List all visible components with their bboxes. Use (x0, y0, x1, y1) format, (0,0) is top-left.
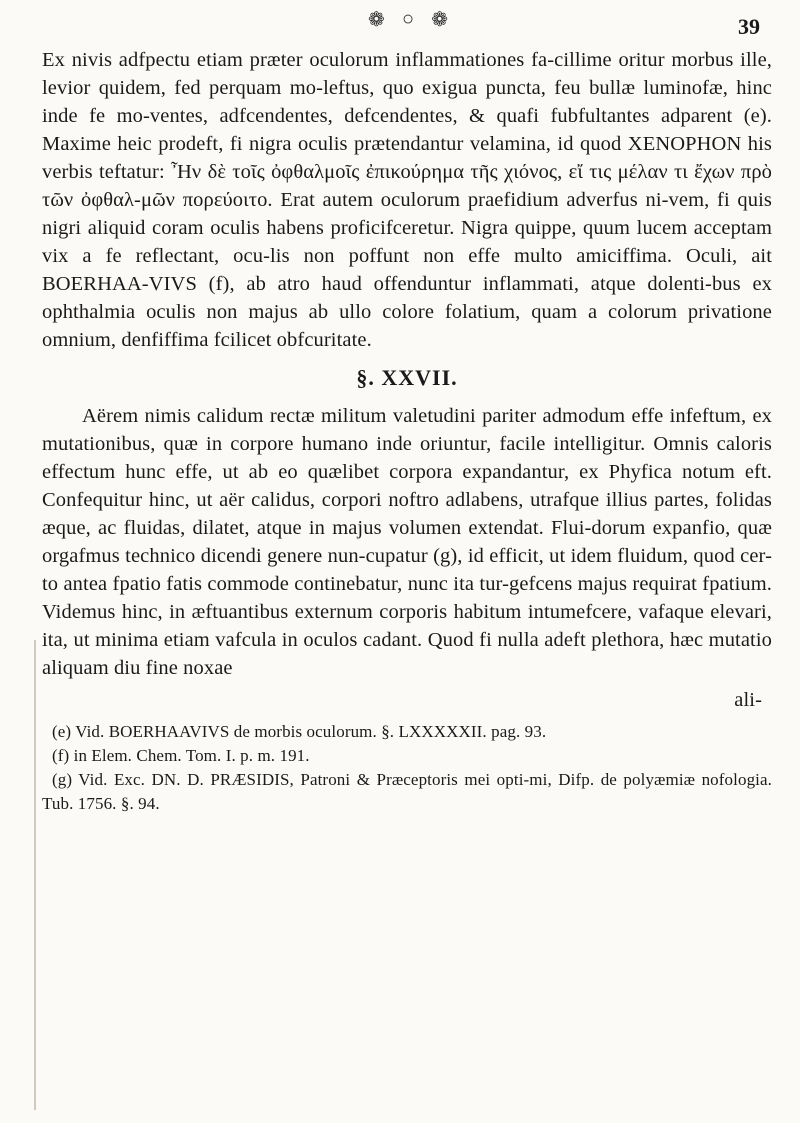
footnote-e: (e) Vid. BOERHAAVIVS de morbis oculorum. §. LXXXXXII. pag. 93. (52, 722, 547, 741)
header-ornament (368, 6, 448, 32)
paragraph-nivis: Ex nivis adfpectu etiam præter oculorum inflammationes fa-cillime oritur morbus ille, levior quidem, fed perquam mo-leftus, quo exigua puncta, feu bullæ luminofæ, hinc inde fe mo-ventes, adfcendentes, defcendentes, & quafi fubfultantes adparent (e). Maxime heic prodeft, fi nigra oculis prætendantur velamina, id quod XENOPHON his verbis teftatur: Ἦν δὲ τοῖς ὀφθαλμοῖς ἐπικούρημα τῆς χιόνος, εἴ τις μέλαν τι ἔχων πρὸ τῶν ὀφθαλ-μῶν πορεύοιτο. Erat autem oculorum praefidium adverfus ni-vem, fi quis nigri aliquid coram oculis habens proficifceretur. Nigra quippe, quum lucem acceptam vix a fe reflectant, ocu-lis non poffunt non effe multo amiciffima. Oculi, ait BOERHAA-VIVS (f), ab atro haud offenduntur inflammati, atque dolenti-bus ex ophthalmia oculis non majus ab ullo colore folatium, quam a colorum privatione omnium, denfiffima fcilicet obfcuritate. (42, 49, 772, 351)
footnotes (42, 720, 772, 816)
fleuron-left-icon: ❁ (368, 8, 385, 31)
body-text (42, 46, 772, 816)
paragraph-aerem: Aërem nimis calidum rectæ militum valetudini pariter admodum effe infeftum, ex mutationibus, quæ in corpore humano inde oriuntur, facile intelligitur. Omnis caloris effectum hunc effe, ut ab eo quælibet corpora expandantur, ex Phyfica notum eft. Confequitur hinc, ut aër calidus, corpori noftro adlabens, utrafque illius partes, folidas æque, ac fluidas, dilatet, atque in majus volumen extendat. Flui-dorum expanfio, quæ orgafmus technico dicendi genere nun-cupatur (g), id efficit, ut idem fluidum, quod cer-to antea fpatio fatis commode continebatur, nunc ita tur-gefcens majus requirat fpatium. Videmus hinc, in æftuantibus externum corporis habitum intumefcere, vafaque elevari, ita, ut minima etiam vafcula in oculos cadant. Quod fi nulla adeft plethora, hæc mutatio aliquam diu fine noxae (42, 405, 772, 679)
circle-ornament-icon: ○ (401, 7, 415, 30)
margin-shadow (34, 640, 36, 1110)
page-number: 39 (738, 14, 760, 39)
footnote-f: (f) in Elem. Chem. Tom. I. p. m. 191. (52, 746, 310, 765)
catchword: ali- (734, 689, 762, 711)
fleuron-right-icon: ❁ (431, 8, 448, 31)
footnote-g: (g) Vid. Exc. DN. D. PRÆSIDIS, Patroni & Præceptoris mei opti-mi, Difp. de polyæmiæ nofologia. Tub. 1756. §. 94. (42, 770, 772, 813)
section-heading: §. XXVII. (356, 365, 458, 390)
